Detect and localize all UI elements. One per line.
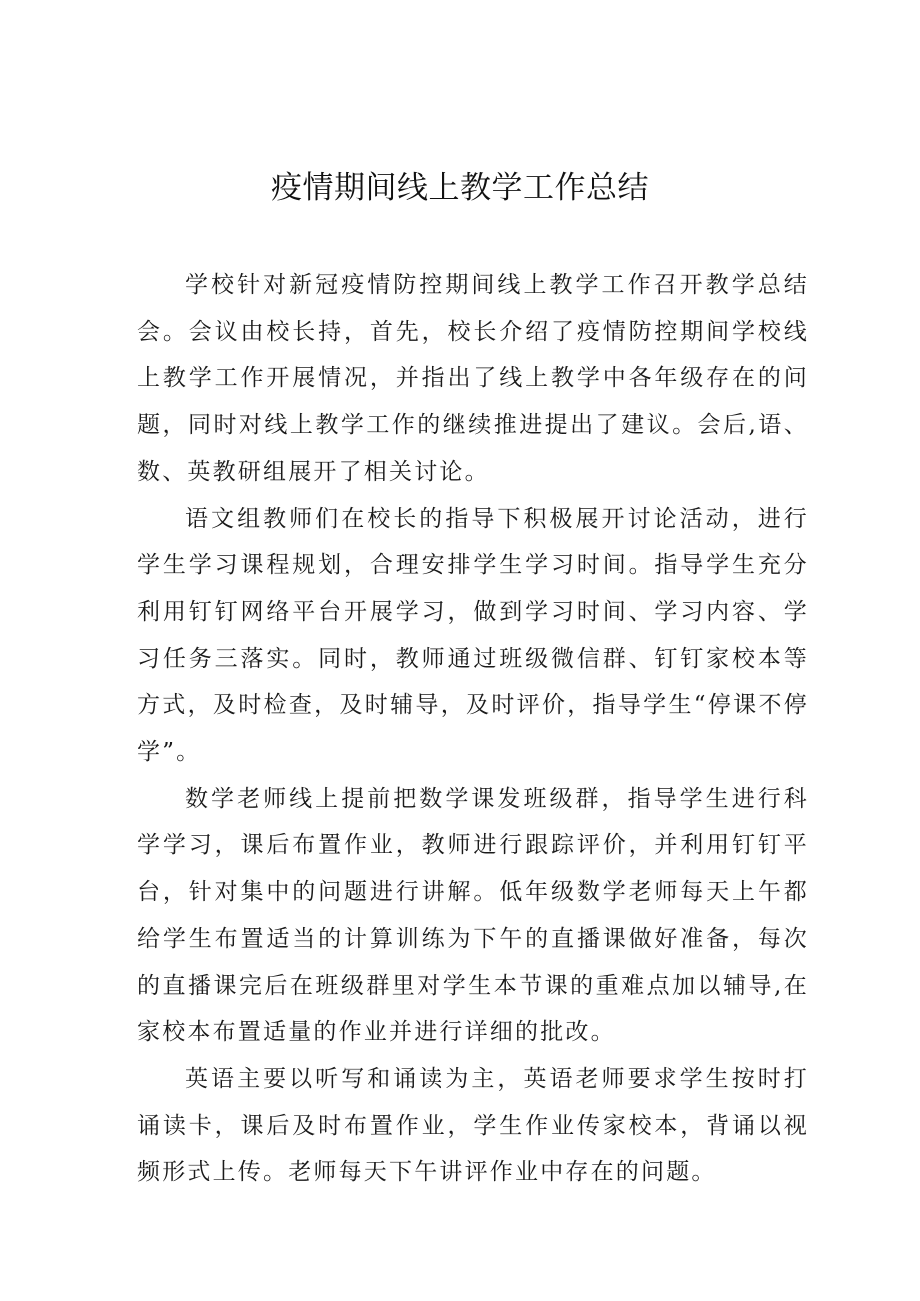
document-body bbox=[137, 262, 809, 1196]
document-title: 疫情期间线上教学工作总结 bbox=[271, 170, 649, 206]
paragraph-chinese-group: 语文组教师们在校长的指导下积极展开讨论活动，进行学生学习课程规划，合理安排学生学习时间。指导学生充分利用钉钉网络平台开展学习，做到学习时间、学习内容、学习任务三落实。同时，教师通过班级微信群、钉钉家校本等方式，及时检查，及时辅导，及时评价，指导学生“停课不停学”。 bbox=[137, 505, 809, 766]
paragraph-math-group: 数学老师线上提前把数学课发班级群，指导学生进行科学学习，课后布置作业，教师进行跟踪评价，并利用钉钉平台，针对集中的问题进行讲解。低年级数学老师每天上午都给学生布置适当的计算训练为下午的直播课做好准备，每次的直播课完后在班级群里对学生本节课的重难点加以辅导,在家校本布置适量的作业并进行详细的批改。 bbox=[137, 785, 809, 1046]
paragraph-english-group: 英语主要以听写和诵读为主，英语老师要求学生按时打诵读卡，课后及时布置作业，学生作业传家校本，背诵以视频形式上传。老师每天下午讲评作业中存在的问题。 bbox=[137, 1065, 809, 1186]
paragraph-overview: 学校针对新冠疫情防控期间线上教学工作召开教学总结会。会议由校长持，首先，校长介绍了疫情防控期间学校线上教学工作开展情况，并指出了线上教学中各年级存在的问题，同时对线上教学工作的继续推进提出了建议。会后,语、数、英教研组展开了相关讨论。 bbox=[137, 272, 809, 485]
